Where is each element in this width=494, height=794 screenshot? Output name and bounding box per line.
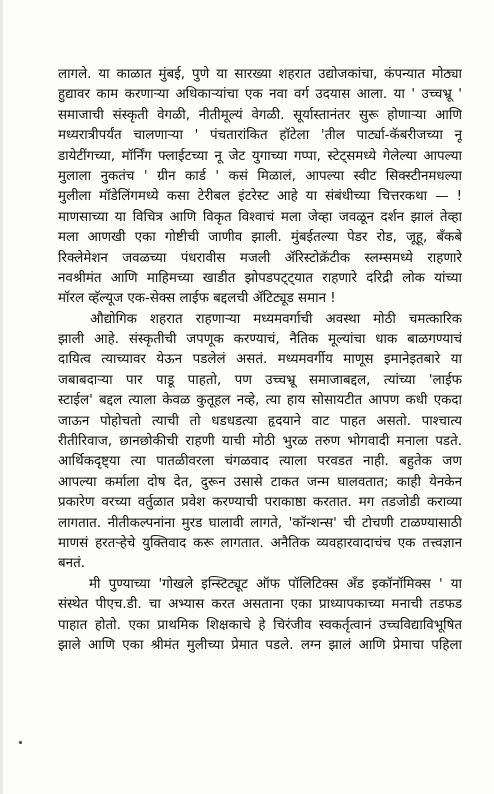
margin-dot-mark <box>19 741 22 744</box>
page-text <box>58 65 462 656</box>
paragraph-start-line: औद्योगिक शहरात राहणाऱ्या मध्यमवर्गाची अवस्था मोठी चमत्कारिक <box>90 311 462 327</box>
paragraph-start-line: मी पुण्याच्या 'गोखले इन्स्टिट्यूट ऑफ पॉलिटिक्स अँड इकॉनॉमिक्स ' या <box>89 576 462 592</box>
text-line: माणसाच्या या विचित्र आणि विकृत विश्वाचं मला जेव्हा जवळून दर्शन झालं तेव्हा <box>58 209 462 225</box>
text-line: डायेटींगच्या, मॉर्निंग फ्लाईटच्या नू जेट युगाच्या गप्पा, स्टेट्समध्ये गेलेल्या आपल्या <box>58 148 462 164</box>
text-line: जाऊन पोहोचतो त्याची तो धडधडत्या हृदयाने वाट पाहत असतो. पाश्चात्य <box>58 413 462 429</box>
text-line: स्टाईल' बद्दल त्याला केवळ कुतूहल नव्हे, त्या हाय सोसायटीत आपण कधी एकदा <box>58 393 462 409</box>
paragraph-end-line: मॉरल व्हॅल्यूज एक-सेक्स लाईफ बद्दलची ॲटिट्यूड समान ! <box>58 291 336 307</box>
text-line: पाहात होतो. एका प्राथमिक शिक्षकाचे हे चिरंजीव स्वकर्तृत्वानं उच्चविद्याविभूषित <box>58 617 462 633</box>
text-line: हुद्यावर काम करणाऱ्या अधिकाऱ्यांचा एक नवा वर्ग उदयास आला. या ' उच्चभ्रू ' <box>58 87 462 103</box>
text-line: झाली आहे. संस्कृतीची जपणूक करण्याचं, नैतिक मूल्यांचा धाक बाळगण्याचं <box>58 332 462 348</box>
text-line: माणसं हरतऱ्हेचे युक्तिवाद करू लागतात. अनैतिक व्यवहारवादाचंच एक तत्त्वज्ञान <box>58 535 462 551</box>
text-line: नवश्रीमंत आणि माहिमच्या खाडीत झोपडपट्ट्यात राहणारे दरिद्री लोक यांच्या <box>58 270 462 286</box>
text-line: मुलाला नुकतंच ' ग्रीन कार्ड ' कसं मिळालं, आपल्या स्वीट सिक्स्टीनमधल्या <box>58 168 462 184</box>
text-line: लागतात. नीतीकल्पनांना मुरड घालावी लागते, 'कॉन्शन्स' ची टोचणी टाळण्यासाठी <box>58 515 462 531</box>
text-line: मध्यरात्रीपर्यंत चालणाऱ्या ' पंचतारांकित हॉटेला 'तील पार्ट्या-कॅबरीजच्या नू <box>58 128 462 144</box>
text-line: मुलीला मॉडेलिंगमध्ये कसा टेरीबल इंटरेस्ट आहे या संबंधीच्या चित्तरकथा — ! <box>58 189 462 205</box>
text-line: रीतीरिवाज, छानछोकीची राहणी याची मोठी भुरळ तरुण भोगवादी मनाला पडते. <box>58 434 462 450</box>
text-line: जबाबदाऱ्या पार पाडू पाहतो, पण उच्चभ्रू समाजाबद्दल, त्यांच्या 'लाईफ <box>58 372 462 388</box>
text-line: समाजाची संस्कृती वेगळी, नीतीमूल्यं वेगळी. सूर्यास्तानंतर सुरू होणाऱ्या आणि <box>58 107 462 123</box>
text-line: आपल्या कर्माला दोष देत, दुरून उसासे टाकत जन्म घालवतात; काही येनकेन <box>58 474 462 490</box>
paragraph-end-line: बनतं. <box>58 556 85 572</box>
text-line: आर्थिकदृष्ट्या त्या पातळीवरला चंगळवाद त्याला परवडत नाही. बहुतेक जण <box>58 454 462 470</box>
page-left-edge <box>0 0 3 794</box>
text-line: लागले. या काळात मुंबई, पुणे या सारख्या शहरात उद्योजकांचा, कंपन्यात मोठ्या <box>58 67 462 82</box>
text-line: झाले आणि एका श्रीमंत मुलीच्या प्रेमात पडले. लग्न झालं आणि प्रेमाचा पहिला <box>58 637 462 653</box>
text-line: दायित्व त्याच्यावर येऊन पडलेलं असतं. मध्यमवर्गीय माणूस इमानेइतबारे या <box>58 352 462 368</box>
text-line: मला आणखी एका गोष्टीची जाणीव झाली. मुंबईतल्या पेडर रोड, जूहू, बँकबे <box>58 230 462 246</box>
text-line: रिक्लेमेशन जवळच्या पंधरावीस मजली ॲरिस्टोक्रॅटीक स्लम्समध्ये राहणारे <box>58 250 462 266</box>
text-line: संस्थेत पीएच.डी. चा अभ्यास करत असताना एका प्राध्यापकाच्या मनाची तडफड <box>58 597 462 613</box>
text-line: प्रकारेण वरच्या वर्तुळात प्रवेश करण्याची पराकाष्ठा करतात. मग तडजोडी कराव्या <box>58 495 462 511</box>
